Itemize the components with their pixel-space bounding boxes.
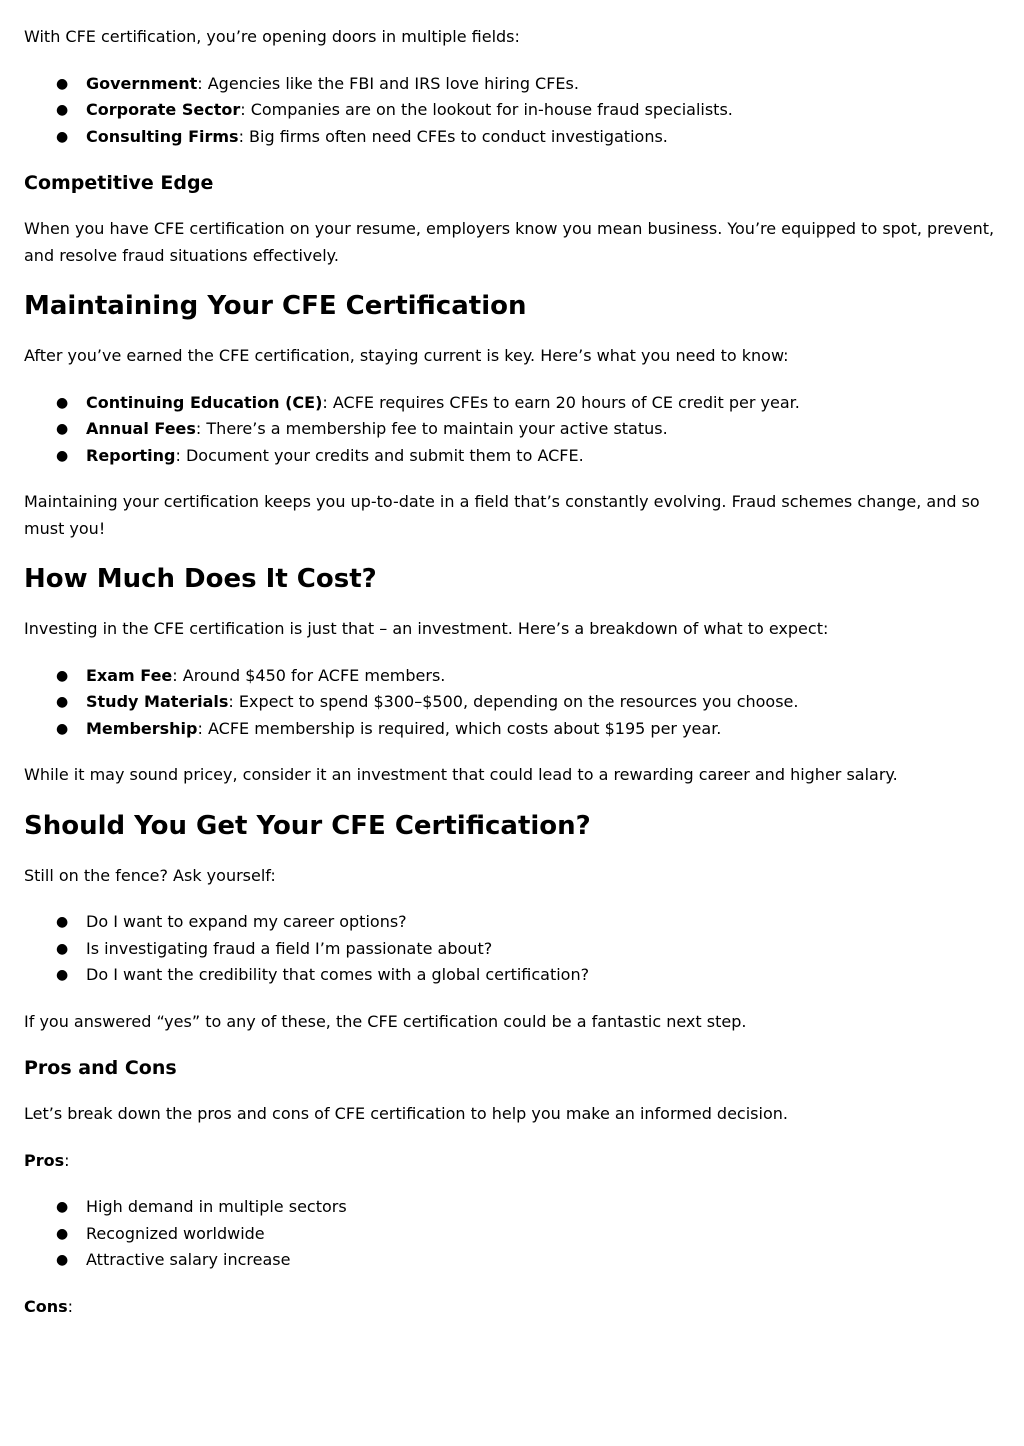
list-item-desc: : Agencies like the FBI and IRS love hiring CFEs. xyxy=(197,73,579,93)
list-item-term: Membership xyxy=(86,718,198,738)
bullet-icon: ● xyxy=(56,394,69,411)
list-item-text: Do I want to expand my career options? xyxy=(86,912,407,931)
pros-colon: : xyxy=(64,1150,70,1170)
list-item-term: Annual Fees xyxy=(86,419,196,438)
list-item xyxy=(24,97,1000,124)
bullet-icon: ● xyxy=(56,967,69,983)
list-item xyxy=(24,909,1000,936)
bullet-icon: ● xyxy=(56,421,69,437)
list-item xyxy=(24,1247,1000,1274)
bullet-icon: ● xyxy=(56,128,69,145)
pros-list xyxy=(24,1194,1000,1274)
maintaining-heading: Maintaining Your CFE Certification xyxy=(24,291,527,321)
maintaining-intro: After you’ve earned the CFE certification, staying current is key. Here’s what you need to know: xyxy=(24,346,789,365)
competitive-edge-heading: Competitive Edge xyxy=(24,172,214,194)
list-item-text: Recognized worldwide xyxy=(86,1223,265,1243)
cost-heading: How Much Does It Cost? xyxy=(24,564,377,594)
competitive-edge-paragraph: When you have CFE certification on your resume, employers know you mean business. You’re equipped to spot, prevent, and resolve fraud situations effectively. xyxy=(24,219,995,265)
list-item-text: Attractive salary increase xyxy=(86,1250,291,1269)
pros-label-line xyxy=(24,1148,1000,1175)
list-item xyxy=(24,716,1000,743)
list-item-term: Reporting xyxy=(86,445,176,465)
list-item-desc: : Around $450 for ACFE members. xyxy=(172,665,446,685)
list-item xyxy=(24,689,1000,716)
bullet-icon: ● xyxy=(56,1252,69,1268)
bullet-icon: ● xyxy=(56,75,69,92)
list-item-term: Corporate Sector xyxy=(86,100,241,119)
maintaining-list xyxy=(24,390,1000,470)
bullet-icon: ● xyxy=(56,1225,69,1242)
list-item-desc: : ACFE membership is required, which costs about $195 per year. xyxy=(197,718,722,738)
bullet-icon: ● xyxy=(56,694,69,710)
list-item-desc: : Document your credits and submit them to ACFE. xyxy=(175,445,584,465)
pros-cons-heading: Pros and Cons xyxy=(24,1057,177,1079)
pros-label: Pros xyxy=(24,1150,65,1170)
cost-list xyxy=(24,663,1000,743)
list-item-term: Continuing Education (CE) xyxy=(86,392,323,412)
maintaining-outro: Maintaining your certification keeps you up-to-date in a field that’s constantly evolving. Fraud schemes change, and so must you! xyxy=(24,492,980,538)
list-item xyxy=(24,443,1000,470)
list-item-term: Study Materials xyxy=(86,692,229,711)
intro-paragraph: With CFE certification, you’re opening doors in multiple fields: xyxy=(24,27,520,46)
list-item-desc: : There’s a membership fee to maintain your active status. xyxy=(195,419,668,438)
list-item xyxy=(24,124,1000,151)
list-item xyxy=(24,663,1000,690)
cost-intro: Investing in the CFE certification is just that – an investment. Here’s a breakdown of what to expect: xyxy=(24,619,829,638)
list-item-desc: : Companies are on the lookout for in-house fraud specialists. xyxy=(240,100,733,119)
list-item xyxy=(24,416,1000,443)
bullet-icon: ● xyxy=(56,720,69,737)
cons-colon: : xyxy=(67,1296,74,1316)
list-item xyxy=(24,71,1000,98)
list-item xyxy=(24,1194,1000,1221)
should-heading: Should You Get Your CFE Certification? xyxy=(24,810,591,841)
bullet-icon: ● xyxy=(56,667,69,684)
list-item-desc: : Big firms often need CFEs to conduct investigations. xyxy=(238,126,668,146)
list-item-term: Government xyxy=(86,73,198,93)
list-item-term: Consulting Firms xyxy=(86,126,239,146)
should-intro: Still on the fence? Ask yourself: xyxy=(24,865,276,885)
bullet-icon: ● xyxy=(56,940,69,957)
list-item-desc: : ACFE requires CFEs to earn 20 hours of CE credit per year. xyxy=(322,392,800,412)
list-item-text: High demand in multiple sectors xyxy=(86,1197,347,1216)
bullet-icon: ● xyxy=(56,102,69,118)
cost-outro: While it may sound pricey, consider it an investment that could lead to a rewarding career and higher salary. xyxy=(24,765,898,784)
list-item xyxy=(24,390,1000,417)
should-outro: If you answered “yes” to any of these, the CFE certification could be a fantastic next step. xyxy=(24,1011,747,1031)
list-item-text: Is investigating fraud a field I’m passionate about? xyxy=(86,938,493,958)
cons-label: Cons xyxy=(24,1296,68,1316)
list-item xyxy=(24,962,1000,989)
bullet-icon: ● xyxy=(56,447,69,464)
bullet-icon: ● xyxy=(56,1199,69,1215)
bullet-icon: ● xyxy=(56,914,69,930)
should-list xyxy=(24,909,1000,989)
list-item-desc: : Expect to spend $300–$500, depending on the resources you choose. xyxy=(228,692,799,711)
cons-label-line xyxy=(24,1294,1000,1321)
list-item xyxy=(24,936,1000,963)
fields-list xyxy=(24,71,1000,151)
list-item xyxy=(24,1221,1000,1248)
list-item-text: Do I want the credibility that comes with a global certification? xyxy=(86,965,590,984)
pros-cons-intro: Let’s break down the pros and cons of CFE certification to help you make an informed decision. xyxy=(24,1104,788,1123)
list-item-term: Exam Fee xyxy=(86,665,173,685)
